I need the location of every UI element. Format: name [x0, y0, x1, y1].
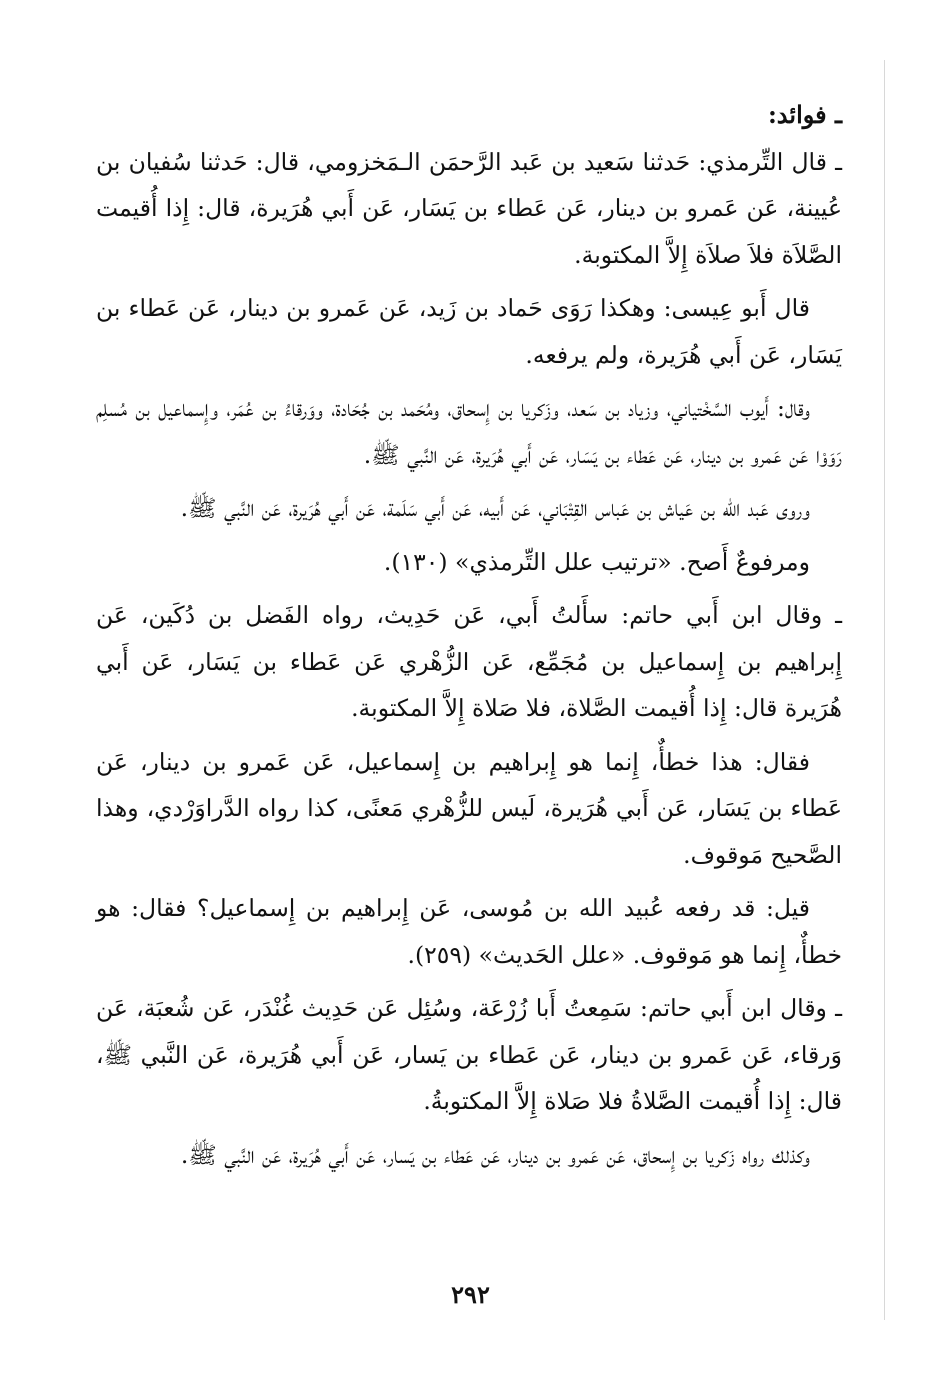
paragraph: ـ قال التِّرمذي: حَدثنا سَعيد بن عَبد الرَّحمَن الـمَخزومي، قال: حَدثنا سُفيان بن عُيينة، عَن عَمرو بن دينار، عَن عَطاء بن يَسَار، عَن أَبي هُرَيرة، قال: إِذا أُقيمت الصَّلاَة فلاَ صلاَة إِلاَّ المكتوبة.: [96, 147, 842, 269]
page-number: ٢٩٢: [451, 1280, 490, 1309]
scan-edge-line: [884, 60, 885, 1320]
paragraph: وقال: أَيوب السَّخْتياني، وزياد بن سَعد، وزَكريا بن إِسحاق، ومُحَمد بن جُحَادة، ووَرقاءُ بن عُمَر، وإِسماعيل بن مُسلِم رَوَوْا عَن عَمرو بن دينار، عَن عَطاء بن يَسَار، عَن أَبي هُرَيرة، عَن النَّبي ﷺ.: [96, 394, 842, 469]
paragraph: قال أَبو عِيسى: وهكذا رَوَى حَماد بن زَيد، عَن عَمرو بن دينار، عَن عَطاء بن يَسَار، عَن أَبي هُرَيرة، ولم يرفعه.: [96, 294, 842, 369]
paragraph: وروى عَبد الله بن عَياش بن عَباس القِتْبَاني، عَن أَبيه، عَن أَبي سَلَمة، عَن أَبي هُرَيرة، عَن النَّبي ﷺ.: [180, 494, 810, 522]
paragraph: ومرفوعٌ أَصح. «ترتيب علل التِّرمذي» (١٣٠).: [383, 547, 810, 576]
paragraph: قيل: قد رفعه عُبيد الله بن مُوسى، عَن إِبراهيم بن إِسماعيل؟ فقال: هو خطأٌ، إِنما هو مَوقوف. «علل الحَديث» (٢٥٩).: [96, 894, 842, 969]
paragraph: ـ وقال ابن أَبي حاتم: سأَلتُ أَبي، عَن حَدِيث، رواه الفَضل بن دُكَين، عَن إِبراهيم بن إِسماعيل بن مُجَمِّع، عَن الزُّهْري عَن عَطاء بن يَسَار، عَن أَبي هُرَيرة قال: إِذا أُقيمت الصَّلاة، فلا صَلاة إِلاَّ المكتوبة.: [96, 601, 842, 722]
paragraph: فقال: هذا خطأٌ، إِنما هو إِبراهيم بن إِسماعيل، عَن عَمرو بن دينار، عَن عَطاء بن يَسَار، عَن أَبي هُرَيرة، لَيس للزُّهْري مَعنًى، كذا رواه الدَّراوَرْدي، وهذا الصَّحيح مَوقوف.: [96, 747, 842, 869]
paragraph: وكذلك رواه زَكريا بن إِسحاق، عَن عَمرو بن دينار، عَن عَطاء بن يَسار، عَن أَبي هُرَيرة، عَن النَّبي ﷺ.: [180, 1140, 810, 1169]
paragraph-list: [96, 139, 842, 1179]
paragraph: ـ وقال ابن أَبي حاتم: سَمِعتُ أَبا زُرْعَة، وسُئِل عَن حَدِيث غُنْدَر، عَن شُعبَة، عَن وَرقاء، عَن عَمرو بن دينار، عَن عَطاء بن يَسار، عَن أَبي هُرَيرة، عَن النَّبي ﷺ، قال: إِذا أُقيمت الصَّلاةُ فلا صَلاة إِلاَّ المكتوبةُ.: [96, 994, 842, 1115]
section-heading: ـ فوائد:: [767, 100, 842, 129]
page-body: [96, 92, 842, 1185]
